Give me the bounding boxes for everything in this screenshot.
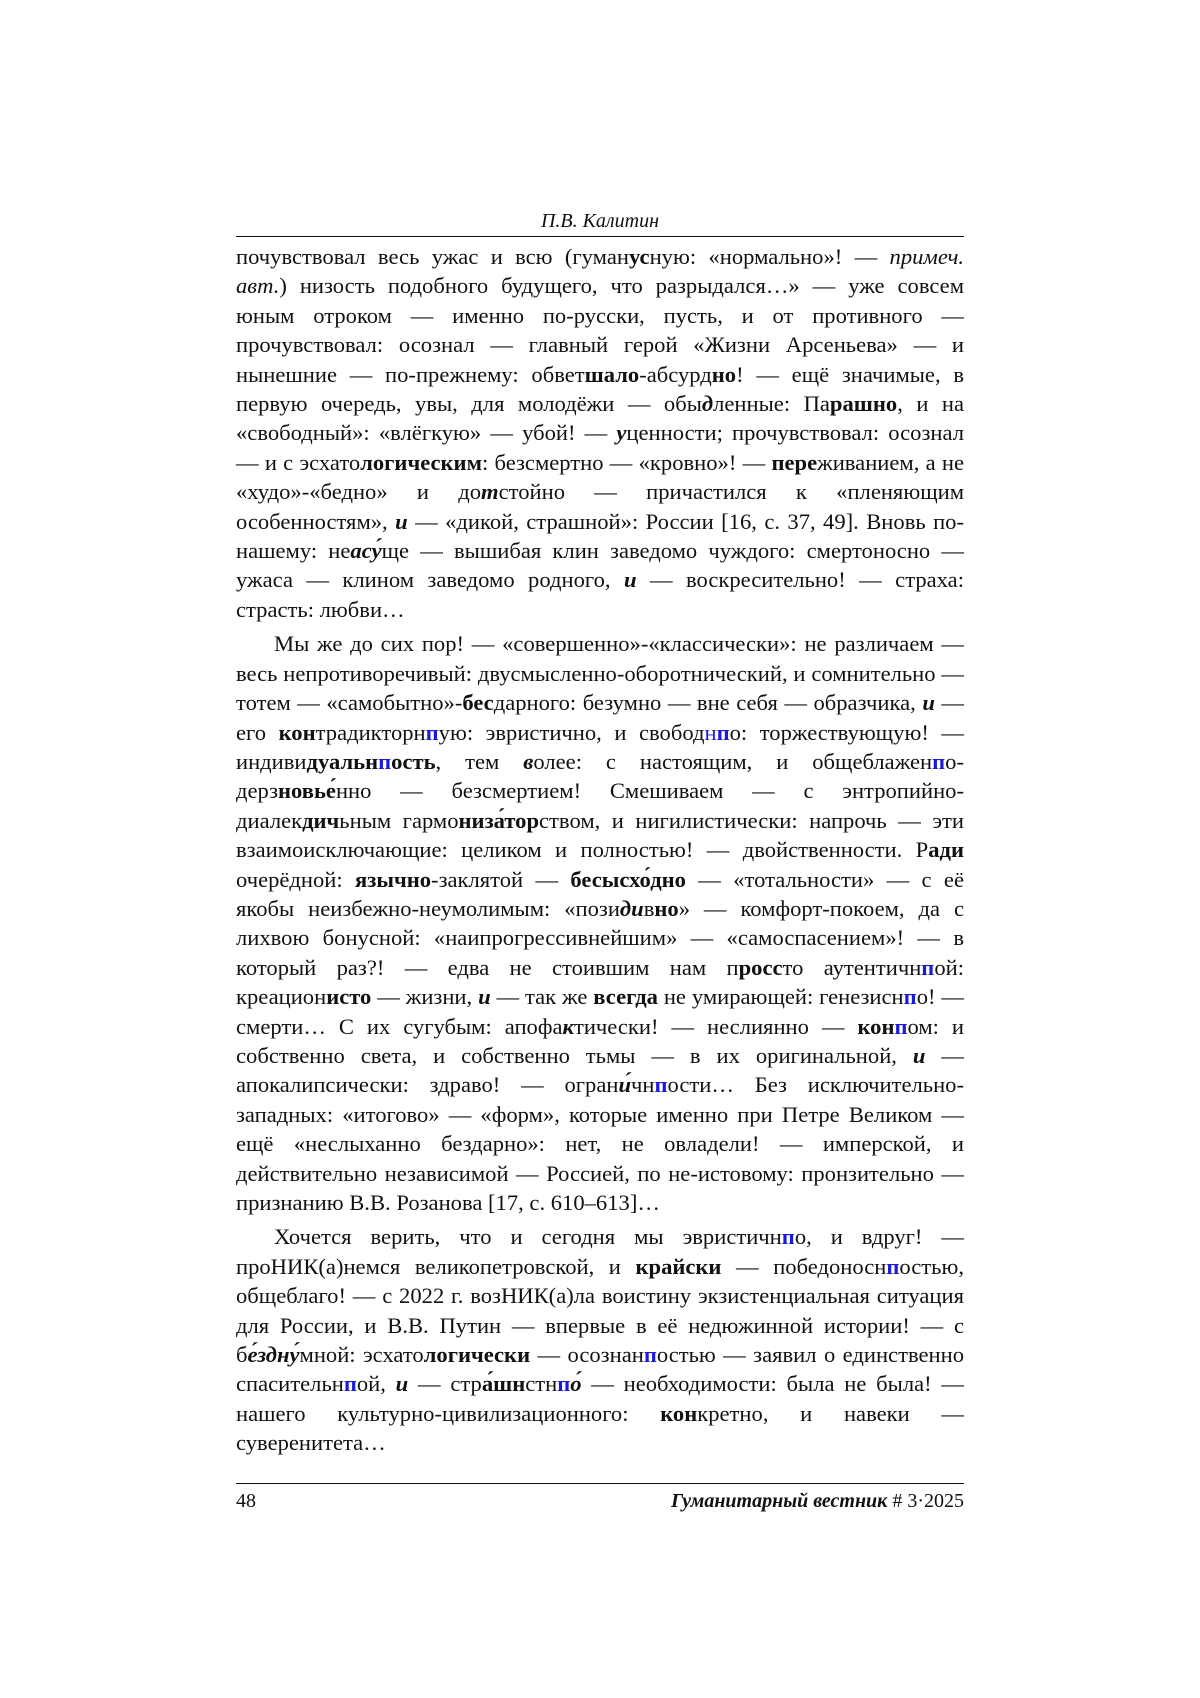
text-run: примеч. авт. [236,244,964,299]
text-run: , тем [435,748,524,774]
text-run: росс [738,954,783,980]
text-run: н [704,719,717,745]
text-run: крайски [635,1253,722,1279]
text-run: традикторн [315,719,426,745]
text-run: ) низость подобного будущего, что разрыдался…» — уже совсем юным отроком — именно по-русски, пусть, и от противного — прочувствовал: осознал — главный герой «Жизни Арсеньева» — и нынешние — по-прежнему: обвет [236,273,964,387]
text-run: очерёдной: [236,866,356,892]
text-run: логическим [360,449,482,475]
text-run: рашно [829,391,898,417]
text-run: е́здну́ [247,1342,300,1368]
text-run: п [903,984,917,1010]
text-run: ще — вышибая клин заведомо чуждого: смертоносно — ужаса — клином заведомо родного, [236,538,964,593]
text-run: а́шн [481,1371,526,1397]
article-body [236,242,964,1463]
text-run: — апокалипсически: здраво! — огран [236,1042,965,1098]
text-run: -абсурд [639,361,712,387]
text-run: Хочется верить, что и сегодня мы эвристичн [274,1224,782,1250]
text-run: п [557,1371,571,1397]
text-run: бесысхо́дно [570,866,686,892]
text-run: п [781,1224,795,1250]
paragraph [236,629,964,1217]
text-run: низа́тор [458,807,540,833]
text-run: пере [771,449,818,475]
text-run: бес [462,690,494,716]
text-run: о́ [570,1371,582,1397]
text-run: у [616,420,627,446]
text-run: и [912,1042,926,1068]
text-run: ную: «нормально»! — [649,244,890,269]
text-run: кон [278,719,316,745]
text-run: почувствовал весь ужас и всю (гуман [236,244,629,269]
text-run: ой: креацион [236,954,964,1010]
journal-name: Гуманитарный вестник [671,1490,888,1512]
text-run: — осознан [530,1342,644,1368]
text-run: — «дикой, страшной»: России [16, с. 37, 49]. Вновь по-нашему: не [236,508,964,564]
text-run: ! — ещё значимые, в первую очередь, увы, для молодёжи — обы [236,361,964,417]
text-run: остью — заявил о единственно спасительн [236,1342,964,1397]
text-run: п [425,719,439,745]
text-run: о, и вдруг! — проНИК(а)немся великопетровской, и [236,1224,965,1279]
text-run: т [481,479,499,505]
text-run: ус [628,244,650,269]
text-run: кон [857,1013,895,1039]
text-run: тически! — неслиянно — [573,1013,858,1039]
text-run: в [523,748,534,774]
text-run: мной: эсхато [299,1342,424,1368]
text-run: д [701,391,714,417]
header-rule [236,236,964,237]
journal-issue: # 3·2025 [892,1490,964,1512]
text-run: стн [525,1371,558,1397]
text-run: : безсмертно — «кровно»! — [481,449,772,475]
text-run: — жизни, [371,984,479,1010]
text-run: ости… Без исключительно-западных: «итогово» — «форм», которые именно при Петре Великом — ещё «неслыханно бездарно»: нет, не овладели! — имперской, и действительно независимой — Россией, по не-истовому: пронзительно — признанию В.В. Розанова [17, с. 610–613]… [236,1072,964,1215]
text-run: не умирающей: генезисн [657,984,904,1010]
text-run: ьным гармо [339,807,459,833]
text-run: дарного: безумно — вне себя — образчика, [493,690,923,716]
text-run: исто [326,984,372,1010]
text-run: — «тотальности» — с её якобы неизбежно-неумолимым: «пози [236,866,964,921]
text-run: логически [423,1342,531,1368]
text-run: ди [619,895,644,921]
footer-rule [236,1483,964,1484]
text-run: ой, [356,1371,396,1397]
text-run: то аутентичн [782,954,922,980]
text-run: ценности; прочувствовал: осознал — и с эсхато [236,420,964,475]
running-head-author: П.В. Калитин [540,210,660,232]
text-run: но [711,361,737,387]
paragraph [236,1222,964,1457]
text-run: п [894,1013,908,1039]
text-run: п [654,1072,668,1098]
text-run: шало [584,361,640,387]
text-run: — его [236,690,964,745]
text-run: олее: с настоящим, и общеблажен [533,748,933,774]
text-run: ади [928,837,964,863]
text-run: кон [660,1400,698,1426]
text-run: — стр [408,1371,482,1397]
text-run: п [378,748,392,774]
text-run: чн [631,1072,655,1098]
text-run: новье́ [278,778,336,804]
text-run: всегда [593,984,658,1010]
text-run: п [921,954,935,980]
text-run: п [343,1371,357,1397]
text-run: п [643,1342,657,1368]
text-run: и [478,984,491,1010]
text-run: ом: и собственно света, и собственно тьмы — в их оригинальной, [236,1013,964,1068]
text-run: стойно — причастился к «пленяющим особенностям», [236,479,964,534]
text-run: — воскресительно! — страха: страсть: любви… [236,567,964,622]
journal-info [671,1488,964,1514]
text-run: ленные: Па [713,391,830,417]
text-run: п [886,1253,900,1279]
text-run: -заклятой — [431,866,571,892]
text-run: Мы же до сих пор! — «совершенно»-«классически»: не различаем — весь непротиворечивый: двусмысленно-оборотнический, и сомнительно — тотем — «самобытно»- [236,631,964,716]
text-run: ую: эвристично, и свобод [438,719,705,745]
paragraph [236,242,964,624]
text-run: дич [302,807,340,833]
text-run: к [562,1013,574,1039]
text-run: и [395,508,408,534]
text-run: в [643,895,655,921]
text-run: дуальн [306,748,379,774]
text-run: остью, общеблаго! — с 2022 г. возНИК(а)ла воистину экзистенциальная ситуация для России, и В.В. Путин — впервые в её недюжинной истории! — с б [236,1253,965,1368]
text-run: ством, и нигилистически: напрочь — эти взаимоисключающие: целиком и полностью! — двойственности. Р [236,807,964,863]
text-run: и [623,567,637,593]
text-run: живанием, а не «худо»-«бедно» и до [236,449,965,505]
text-run: — так же [490,984,594,1010]
page-number: 48 [236,1490,256,1512]
text-run: — необходимости: была не была! — нашего культурно-цивилизационного: [236,1371,964,1426]
text-run: , и на «свободный»: «влёгкую» — убой! — [236,391,965,446]
text-run: и́ [618,1072,632,1098]
text-run: но [654,895,679,921]
text-run: язычно [355,866,432,892]
text-run: нно — безсмертием! Смешиваем — с энтропийно-диалек [236,778,964,833]
text-run: п [716,719,730,745]
text-run: о! — смерти… С их сугубым: апофа [236,984,964,1039]
text-run: кретно, и навеки — суверенитета… [236,1400,964,1456]
text-run: и [395,1371,409,1397]
text-run: асу́ [350,538,382,564]
text-run: и [922,690,935,716]
text-run: — победоносн [721,1253,887,1279]
text-run: ость [391,748,436,774]
text-run: » — комфорт-покоем, да с лихвою бонусной: «наипрогрессивнейшим» — «самоспасением»! — в который раз?! — едва не стоившим нам п [236,895,964,980]
text-run: п [932,748,946,774]
text-run: о: торжествующую! — индиви [236,719,964,774]
text-run: о-дерз [236,748,964,804]
